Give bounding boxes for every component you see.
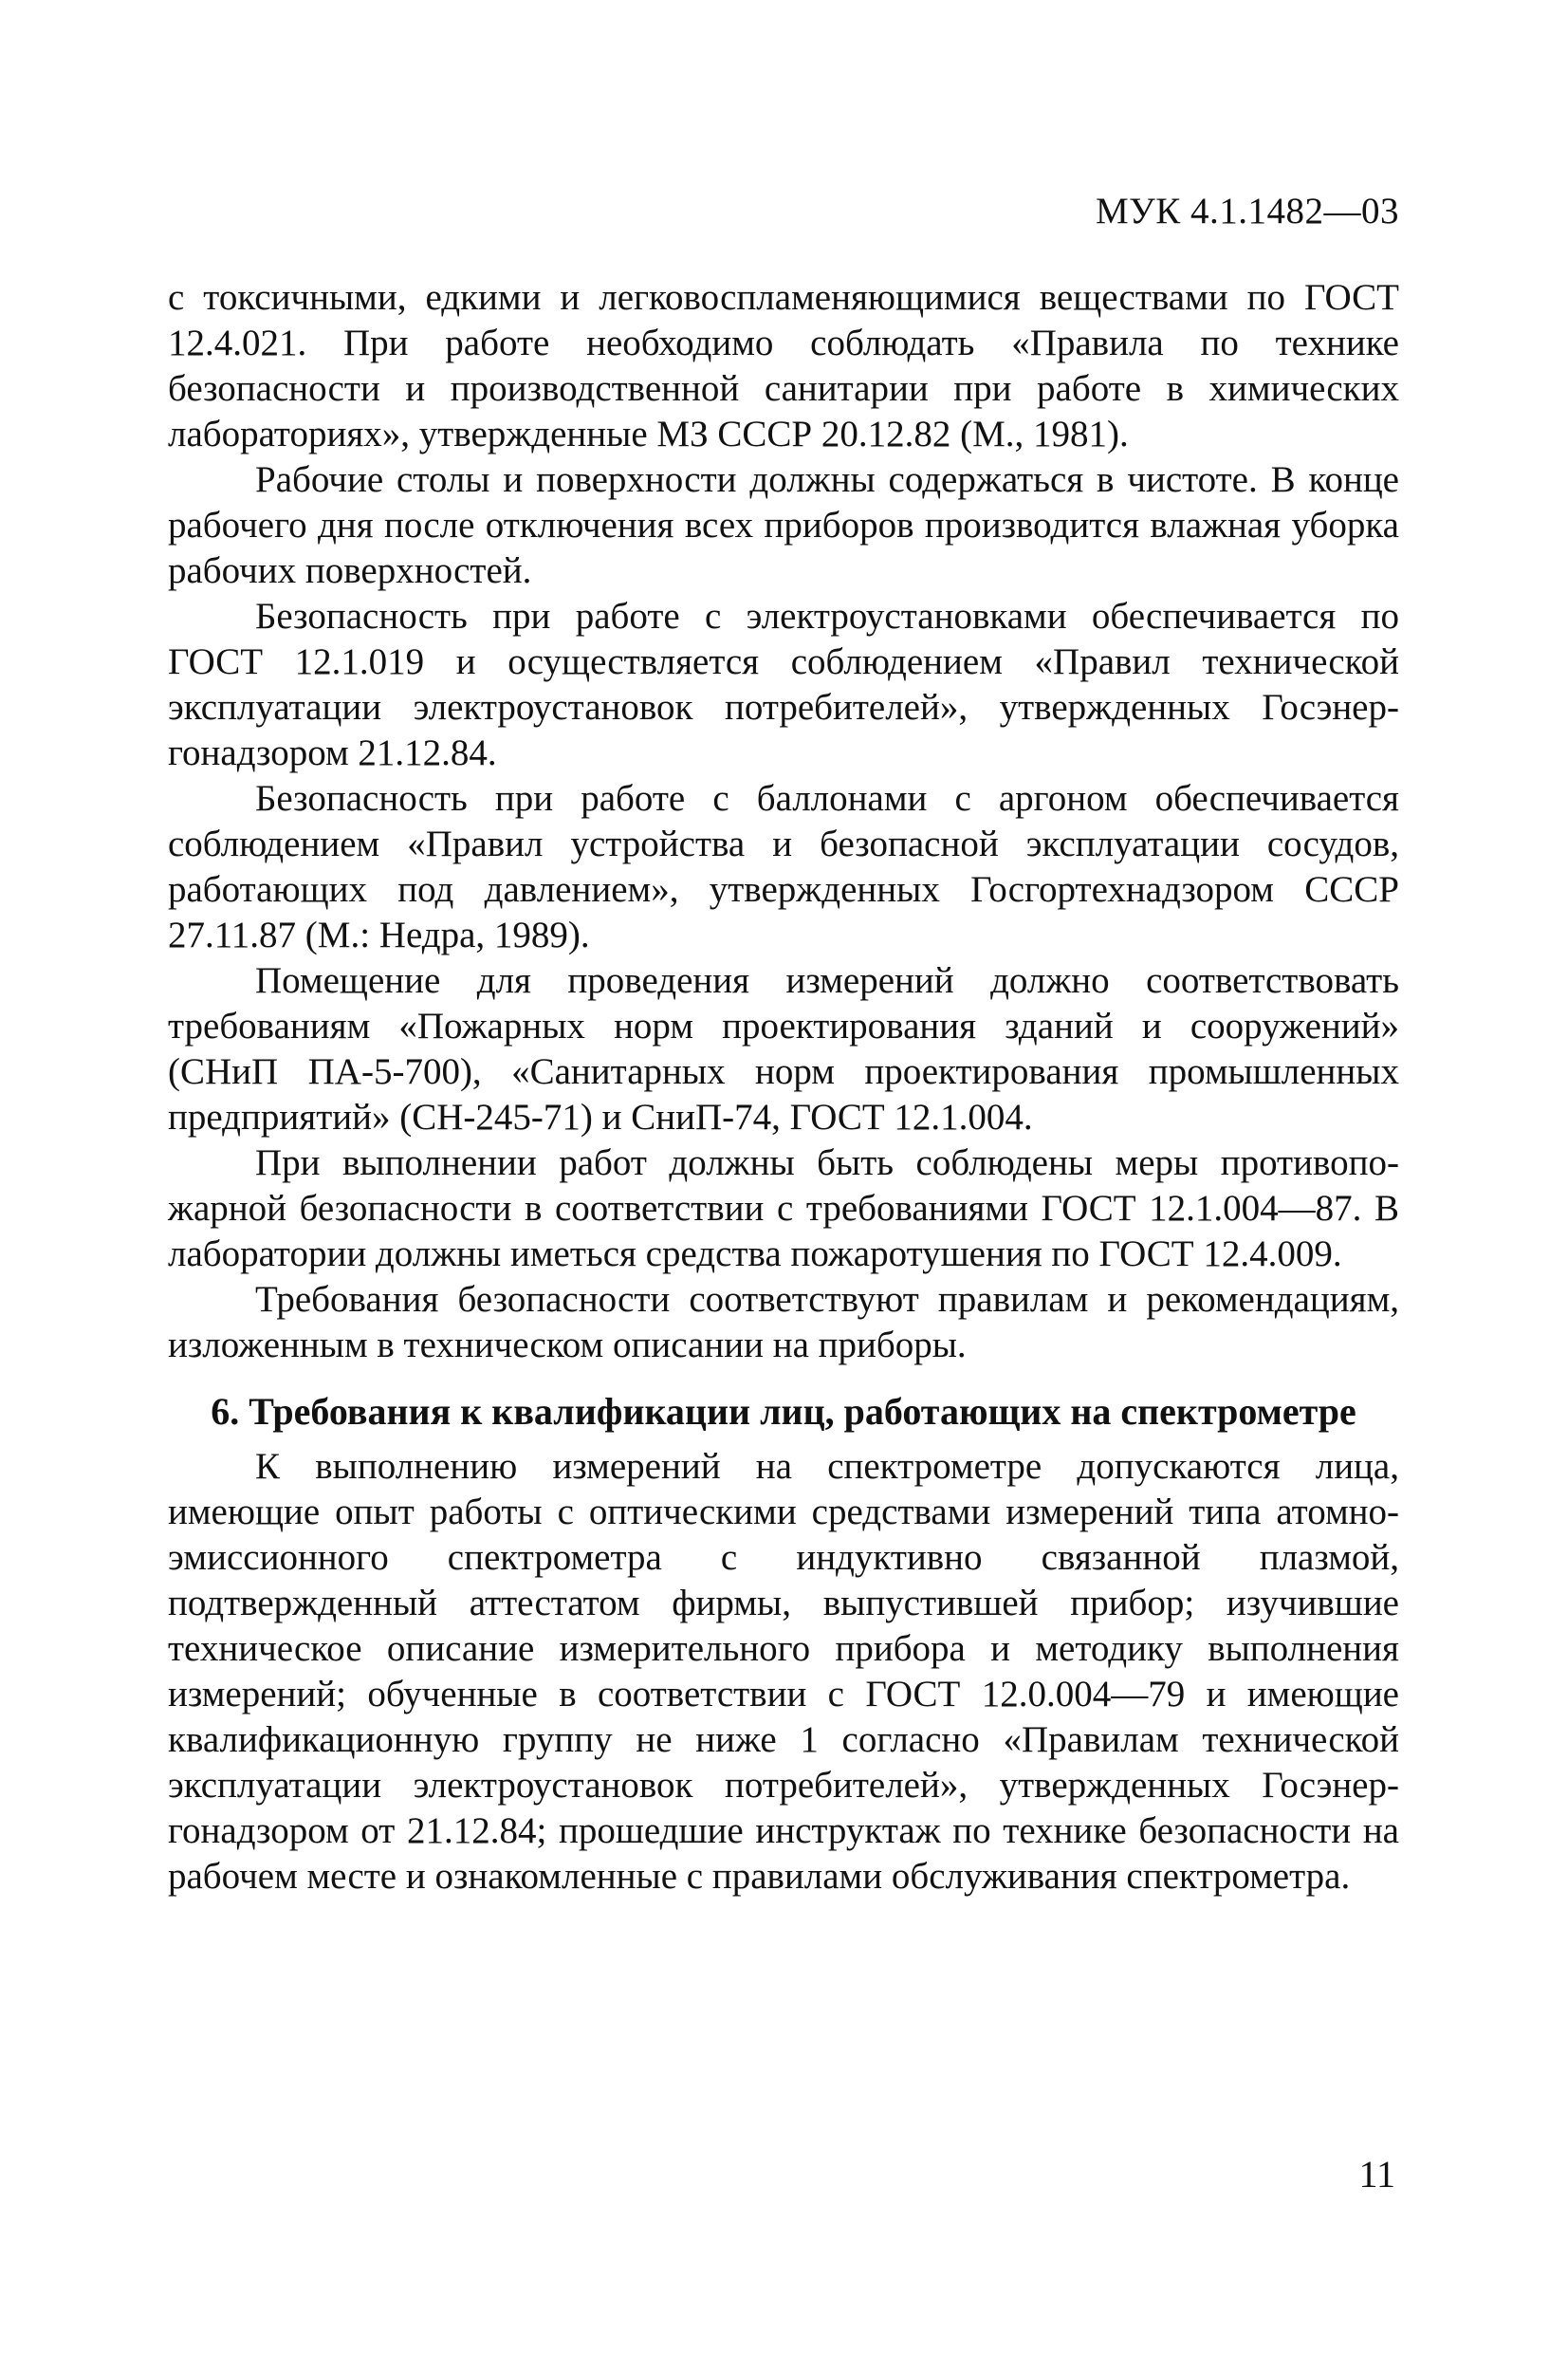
paragraph-cleanliness: Рабочие столы и поверхности должны содержаться в чистоте. В конце рабочего дня после отключения всех приборов производится влажная уборка рабочих поверхностей. bbox=[168, 459, 1399, 591]
paragraph-electrical-safety: Безопасность при работе с электроустановками обеспечивается по ГОСТ 12.1.019 и осуществляется соблюдением «Правил технической эксплуатации электроустановок потребителей», утвержденных Госэнергонадзором 21.12.84. bbox=[168, 596, 1399, 773]
paragraph-room-requirements: Помещение для проведения измерений должно соответствовать требованиям «Пожарных норм проектирования зданий и сооружений» (СНиП ПА-5-700), «Санитарных норм проектирования промышленных предприятий» (СН-245-71) и СниП-74, ГОСТ 12.1.004. bbox=[168, 960, 1399, 1138]
document-code: МУК 4.1.1482—03 bbox=[1095, 191, 1399, 232]
paragraph-qualification: К выполнению измерений на спектрометре допускаются лица, имеющие опыт работы с оптическими средствами измерений типа атомно-эмиссионного спектрометра с индуктивно связанной плазмой, подтвержденный аттестатом фирмы, выпустившей прибор; изучившие техническое описание измерительного прибора и методику выполнения измерений; обученные в соответствии с ГОСТ 12.0.004—79 и имеющие квалификационную группу не ниже 1 согласно «Правилам технической эксплуатации электроустановок потребителей», утвержденных Госэнергонадзором от 21.12.84; прошедшие инструктаж по технике безопасности на рабочем месте и ознакомленные с правилами обслуживания спектрометра. bbox=[168, 1446, 1399, 1897]
paragraph-argon-cylinders: Безопасность при работе с баллонами с аргоном обеспечивается соблюдением «Правил устройства и безопасной эксплуатации сосудов, работающих под давлением», утвержденных Госгортехнадзором СССР 27.11.87 (М.: Недра, 1989). bbox=[168, 778, 1399, 955]
section-heading-qualification: 6. Требования к квалификации лиц, работающих на спектрометре bbox=[211, 1390, 1356, 1433]
paragraph-continuation: с токсичными, едкими и легковоспламеняющимися веществами по ГОСТ 12.4.021. При работе необходимо соблюдать «Правила по технике безопасности и производственной санитарии при работе в химических лабораториях», утвержденные МЗ СССР 20.12.82 (М., 1981). bbox=[168, 277, 1399, 454]
paragraph-safety-requirements: Требования безопасности соответствуют правилам и рекомендациям, изложенным в техническом описании на приборы. bbox=[168, 1279, 1399, 1365]
paragraph-fire-safety: При выполнении работ должны быть соблюдены меры противопожарной безопасности в соответствии с требованиями ГОСТ 12.1.004—87. В лаборатории должны иметься средства пожаротушения по ГОСТ 12.4.009. bbox=[168, 1142, 1399, 1274]
page-number: 11 bbox=[1358, 2153, 1395, 2196]
document-body bbox=[168, 275, 1399, 1900]
